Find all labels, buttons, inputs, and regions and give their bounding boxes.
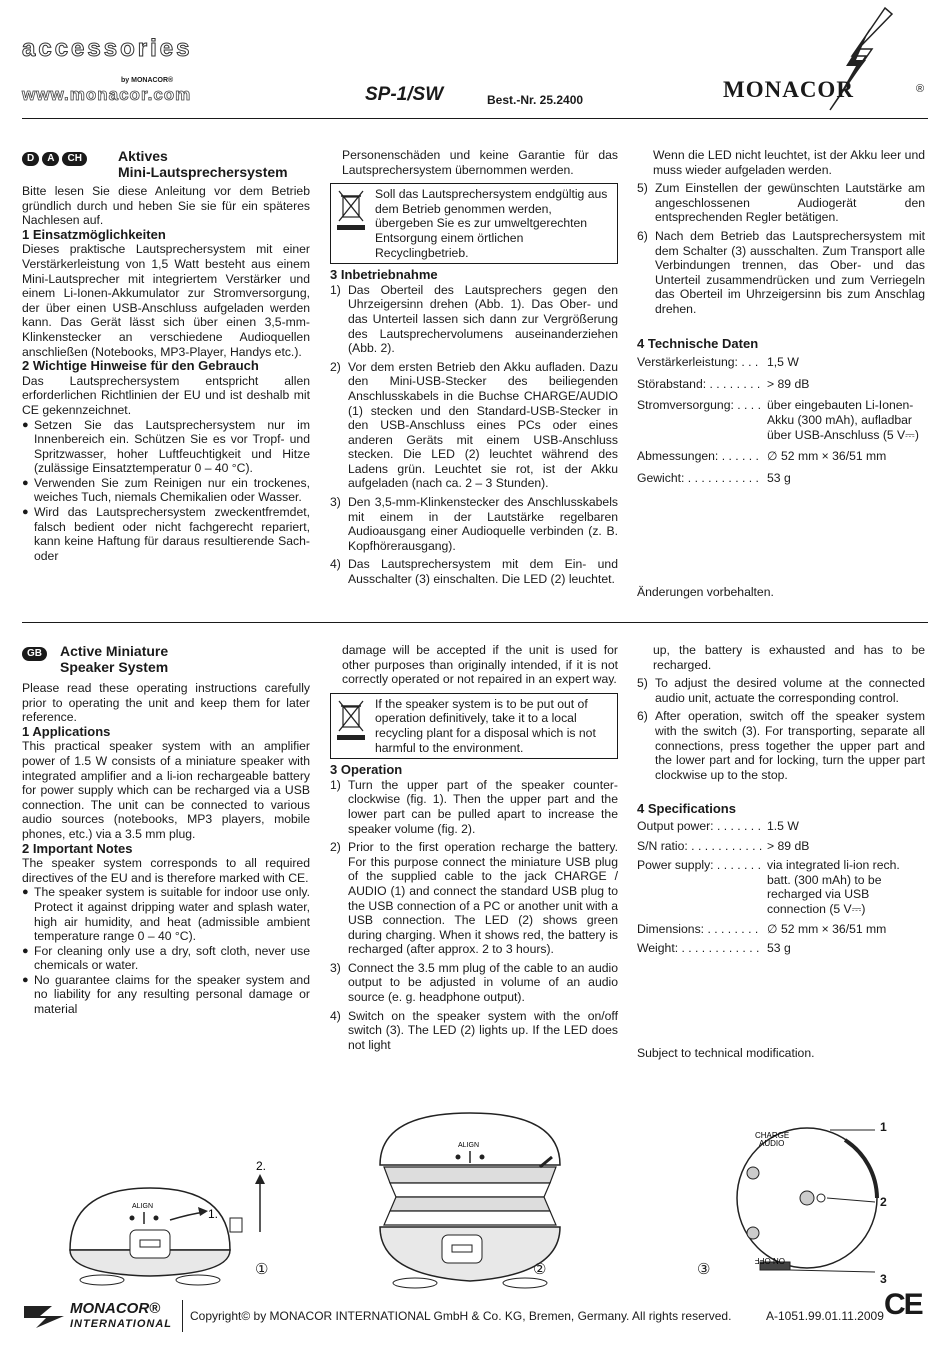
callout-2: 2 [880, 1195, 887, 1209]
gb-column-3 [637, 643, 925, 956]
list-item: 5) To adjust the desired volume at the connected audio unit, actuate the corresponding control. [637, 676, 925, 705]
de-s1-text: Dieses praktische Lautsprechersystem mit einer Verstärkerleistung von 1,5 Watt besteht aus einem Mini-Lautsprecher mit integriertem Verstärker und einem Li-Ionen-Akkumulator zur Stromversorgung, der über einen USB-Anschluss aufgeladen werden kann. Das Gerät lässt sich über einen 3,5-mm-Klinkenstecker an verschiedene Audioquellen anschließen (Notebooks, MP3-Player, Handys etc.). [22, 242, 310, 359]
list-item: ● For cleaning only use a dry, soft cloth, never use chemicals or water. [22, 943, 310, 973]
gb-continued-text-3: up, the battery is exhausted and has to be recharged. [653, 643, 925, 672]
spec-row: Dimensions: . . . . . . . . ∅ 52 mm × 36/51 mm [637, 921, 887, 936]
badge-gb: GB [22, 647, 47, 661]
list-item: 1) Das Oberteil des Lautsprechers gegen den Uhrzeigersinn drehen (Abb. 1). Das Ober- und das Unterteil lassen sich dann zur Vergrößerung des Lautsprechervolumens auseinanderziehen (Abb. 2). [330, 282, 618, 356]
list-item: 3) Den 3,5-mm-Klinkenstecker des Anschlusskabels mit einem in der Lautstärke regelbaren Audioausgang einer Audioquelle verbinden (z. B. Kopfhörerausgang). [330, 495, 618, 553]
de-column-1 [22, 148, 310, 563]
charge-label: CHARGE [755, 1131, 790, 1140]
list-item: 4) Das Lautsprechersystem mit dem Ein- und Ausschalter (3) einschalten. Die LED (2) leuchtet. [330, 557, 618, 587]
copyright-text: Copyright© by MONACOR INTERNATIONAL GmbH & Co. KG, Bremen, Germany. All rights reserved. [190, 1309, 732, 1323]
footer-logo-line2: INTERNATIONAL [70, 1318, 173, 1330]
figure-3-speaker-bottom [735, 1110, 895, 1295]
spec-row: Stromversorgung: . . . . über eingebauten Li-Ionen-Akku (300 mAh), aufladbar über USB-Anschluss (5 V⎓) [637, 398, 919, 442]
gb-continued-text: damage will be accepted if the unit is used for other purposes than originally intended, if it is not correctly operated or not repaired in an expert way. [342, 643, 618, 687]
de-changes-note: Änderungen vorbehalten. [637, 585, 774, 599]
spec-row: Power supply: . . . . . . . via integrated li-ion rech. batt. (300 mAh) to be recharged via USB connection (5 V⎓) [637, 858, 900, 916]
document-code: A-1051.99.01.11.2009 [766, 1309, 884, 1323]
model-number: SP-1/SW [365, 84, 444, 105]
badge-a: A [42, 152, 59, 166]
spec-row: Output power: . . . . . . . 1.5 W [637, 818, 799, 833]
gb-weee-text: If the speaker system is to be put out of operation definitively, take it to a local recycling plant for a disposal which is not harmful to the environment. [375, 696, 596, 755]
list-item: ● Setzen Sie das Lautsprechersystem nur im Innenbereich ein. Schützen Sie es vor Tropf- und Spritzwasser, hoher Luftfeuchtigkeit und Hitze (zulässige Einsatztemperatur 0 – 40 °C). [22, 417, 310, 476]
list-item: 2) Vor dem ersten Betrieb den Akku aufladen. Dazu den Mini-USB-Stecker des beiliegenden Anschlusskabels in die Buchse CHARGE/AUDIO (1) stecken und den Standard-USB-Stecker in den USB-Anschluss eines PCs oder eines anderen Geräts mit einem USB-Anschluss stecken. Die LED (2) leuchtet während des Ladens grün. Leuchtet sie rot, ist der Akku aufgeladen (nach ca. 2 – 3 Stunden). [330, 359, 618, 491]
de-column-2 [330, 148, 618, 587]
de-s2-heading: 2 Wichtige Hinweise für den Gebrauch [22, 358, 259, 374]
footer-divider [182, 1300, 183, 1332]
figure-1-number: ① [255, 1261, 269, 1278]
de-column-3 [637, 148, 925, 485]
list-item: 3) Connect the 3.5 mm plug of the cable to an audio output to be adjusted in volume of an audio source (e. g. headphone output). [330, 960, 618, 1005]
badge-ch: CH [62, 152, 86, 166]
de-s4-heading: 4 Technische Daten [637, 335, 759, 351]
de-continued-text-3: Wenn die LED nicht leuchtet, ist der Akku leer und muss wieder aufgeladen werden. [653, 148, 925, 177]
gb-title-row [22, 643, 310, 675]
logo-registered: ® [916, 83, 925, 95]
de-weee-text: Soll das Lautsprechersystem endgültig aus dem Betrieb genommen werden, übergeben Sie es zur umweltgerechten Entsorgung einem örtlichen Recyclingbetrieb. [375, 187, 608, 260]
monacor-logo-text: MONACOR [723, 77, 854, 102]
list-item: 4) Switch on the speaker system with the on/off switch (3). The LED (2) lights up. If the LED does not light [330, 1008, 618, 1052]
spec-row: Störabstand: . . . . . . . . > 89 dB [637, 376, 810, 391]
gb-s4-heading: 4 Specifications [637, 801, 736, 817]
section-rule [22, 622, 928, 623]
figure-3-number: ③ [697, 1261, 711, 1278]
de-s3-heading: 3 Inbetriebnahme [330, 267, 438, 283]
spec-row: Abmessungen: . . . . . . ∅ 52 mm × 36/51 mm [637, 449, 887, 464]
list-item: ● Verwenden Sie zum Reinigen nur ein trockenes, weiches Tuch, niemals Chemikalien oder Wasser. [22, 475, 310, 505]
gb-title-line2: Speaker System [60, 659, 169, 675]
footer-logo-line1: MONACOR® [70, 1300, 161, 1317]
spec-row: Gewicht: . . . . . . . . . . . 53 g [637, 470, 791, 485]
spec-row: S/N ratio: . . . . . . . . . . . > 89 dB [637, 838, 810, 853]
callout-3: 3 [880, 1272, 887, 1286]
gb-column-2 [330, 643, 618, 1052]
brand-line: accessories [22, 35, 193, 62]
audio-label: AUDIO [759, 1139, 785, 1148]
de-continued-text: Personenschäden und keine Garantie für das Lautsprechersystem übernommen werden. [342, 148, 618, 177]
gb-title-line1: Active Miniature [60, 643, 169, 659]
arrow-1-label: 1. [208, 1207, 219, 1221]
align-label: ALIGN [132, 1203, 154, 1210]
de-title-line1: Aktives [118, 148, 168, 164]
spec-row: Verstärkerleistung: . . . 1,5 W [637, 355, 799, 370]
spec-row: Weight: . . . . . . . . . . . . 53 g [637, 941, 791, 956]
gb-s1-heading: 1 Applications [22, 723, 111, 739]
align-label-2: ALIGN [458, 1142, 480, 1149]
de-title-row [22, 148, 310, 180]
de-weee-notice [330, 183, 618, 264]
gb-s2-heading: 2 Important Notes [22, 840, 133, 856]
list-item: ● No guarantee claims for the speaker system and no liability for any resulting personal damage or material [22, 972, 310, 1017]
gb-s3-heading: 3 Operation [330, 762, 403, 778]
de-s2-text: Das Lautsprechersystem entspricht allen erforderlichen Richtlinien der EU und ist deshalb mit CE gekennzeichnet. [22, 373, 310, 417]
brand-accessories [22, 35, 193, 62]
gb-s1-text: This practical speaker system with an amplifier power of 1.5 W consists of a miniature speaker with integrated amplifier and a li-ion rechargeable battery for power supply which can be recharged via a USB connection. The unit can be connected to various audio sources (notebooks, MP3 players, mobile phones, etc.) via a 3.5 mm plug. [22, 739, 310, 841]
wheelie-bin-crossed-icon [335, 187, 369, 260]
de-intro: Bitte lesen Sie diese Anleitung vor dem Betrieb gründlich durch und heben Sie sie für ein späteres Nachlesen auf. [22, 184, 310, 228]
website-url: www.monacor.com [22, 85, 192, 104]
list-item: ● Wird das Lautsprechersystem zweckentfremdet, falsch bedient oder nicht fachgerecht repariert, kann keine Haftung für daraus resultierende Sach- oder [22, 505, 310, 563]
monacor-intl-logo-icon [22, 1302, 66, 1330]
language-badges [22, 643, 50, 661]
gb-weee-notice [330, 693, 618, 759]
de-title-line2: Mini-Lautsprechersystem [118, 164, 288, 180]
header-rule [22, 118, 928, 119]
order-number: Best.-Nr. 25.2400 [487, 93, 584, 107]
de-s1-heading: 1 Einsatzmöglichkeiten [22, 226, 166, 242]
ce-mark: CE [884, 1288, 922, 1321]
arrow-2-label: 2. [256, 1159, 267, 1173]
wheelie-bin-crossed-icon [335, 697, 369, 755]
language-badges [22, 148, 108, 166]
list-item: 2) Prior to the first operation recharge the battery. For this purpose connect the miniature USB plug of the supplied cable to the jack CHARGE / AUDIO (1) and connect the standard USB plug to the USB connection of a PC or another unit with a USB connection. The LED (2) shows green during charging. When it shows red, the battery is recharged (after approx. 2 to 3 hours). [330, 840, 618, 957]
gb-intro: Please read these operating instructions carefully prior to operating the unit and keep them for later reference. [22, 681, 310, 725]
list-item: 1) Turn the upper part of the speaker counter-clockwise (fig. 1). Then the upper part and the lower part can be pulled apart to increase the speaker volume (fig. 2). [330, 777, 618, 836]
list-item: ● The speaker system is suitable for indoor use only. Protect it against dripping water and splash water, high air humidity, and heat (admissible ambient temperature range 0 – 40 °C). [22, 885, 310, 944]
list-item: 6) Nach dem Betrieb das Lautsprechersystem mit dem Schalter (3) ausschalten. Zum Transport alle Verbindungen trennen, das Ober- und das Unterteil zusammendrücken und zum Verriegeln das Oberteil im Uhrzeigersinn bis zum Anschlag drehen. [637, 228, 925, 316]
gb-column-1 [22, 643, 310, 1017]
gb-changes-note: Subject to technical modification. [637, 1046, 815, 1060]
callout-1: 1 [880, 1120, 887, 1134]
gb-s2-text: The speaker system corresponds to all required directives of the EU and is therefore marked with CE. [22, 856, 310, 885]
by-monacor: by MONACOR® [121, 77, 174, 84]
list-item: 6) After operation, switch off the speaker system with the switch (3). For transporting, separate all connections, press together the upper part and the lower part and for locking, turn the upper part clockwise up to the stop. [637, 709, 925, 782]
gb-title [60, 643, 168, 675]
on-off-label: ON OFF [754, 1256, 785, 1265]
badge-d: D [22, 152, 39, 166]
de-title [118, 148, 288, 180]
figure-2-number: ② [533, 1261, 547, 1278]
list-item: 5) Zum Einstellen der gewünschten Lautstärke am angeschlossenen Audiogerät den entsprechenden Regler betätigen. [637, 181, 925, 225]
